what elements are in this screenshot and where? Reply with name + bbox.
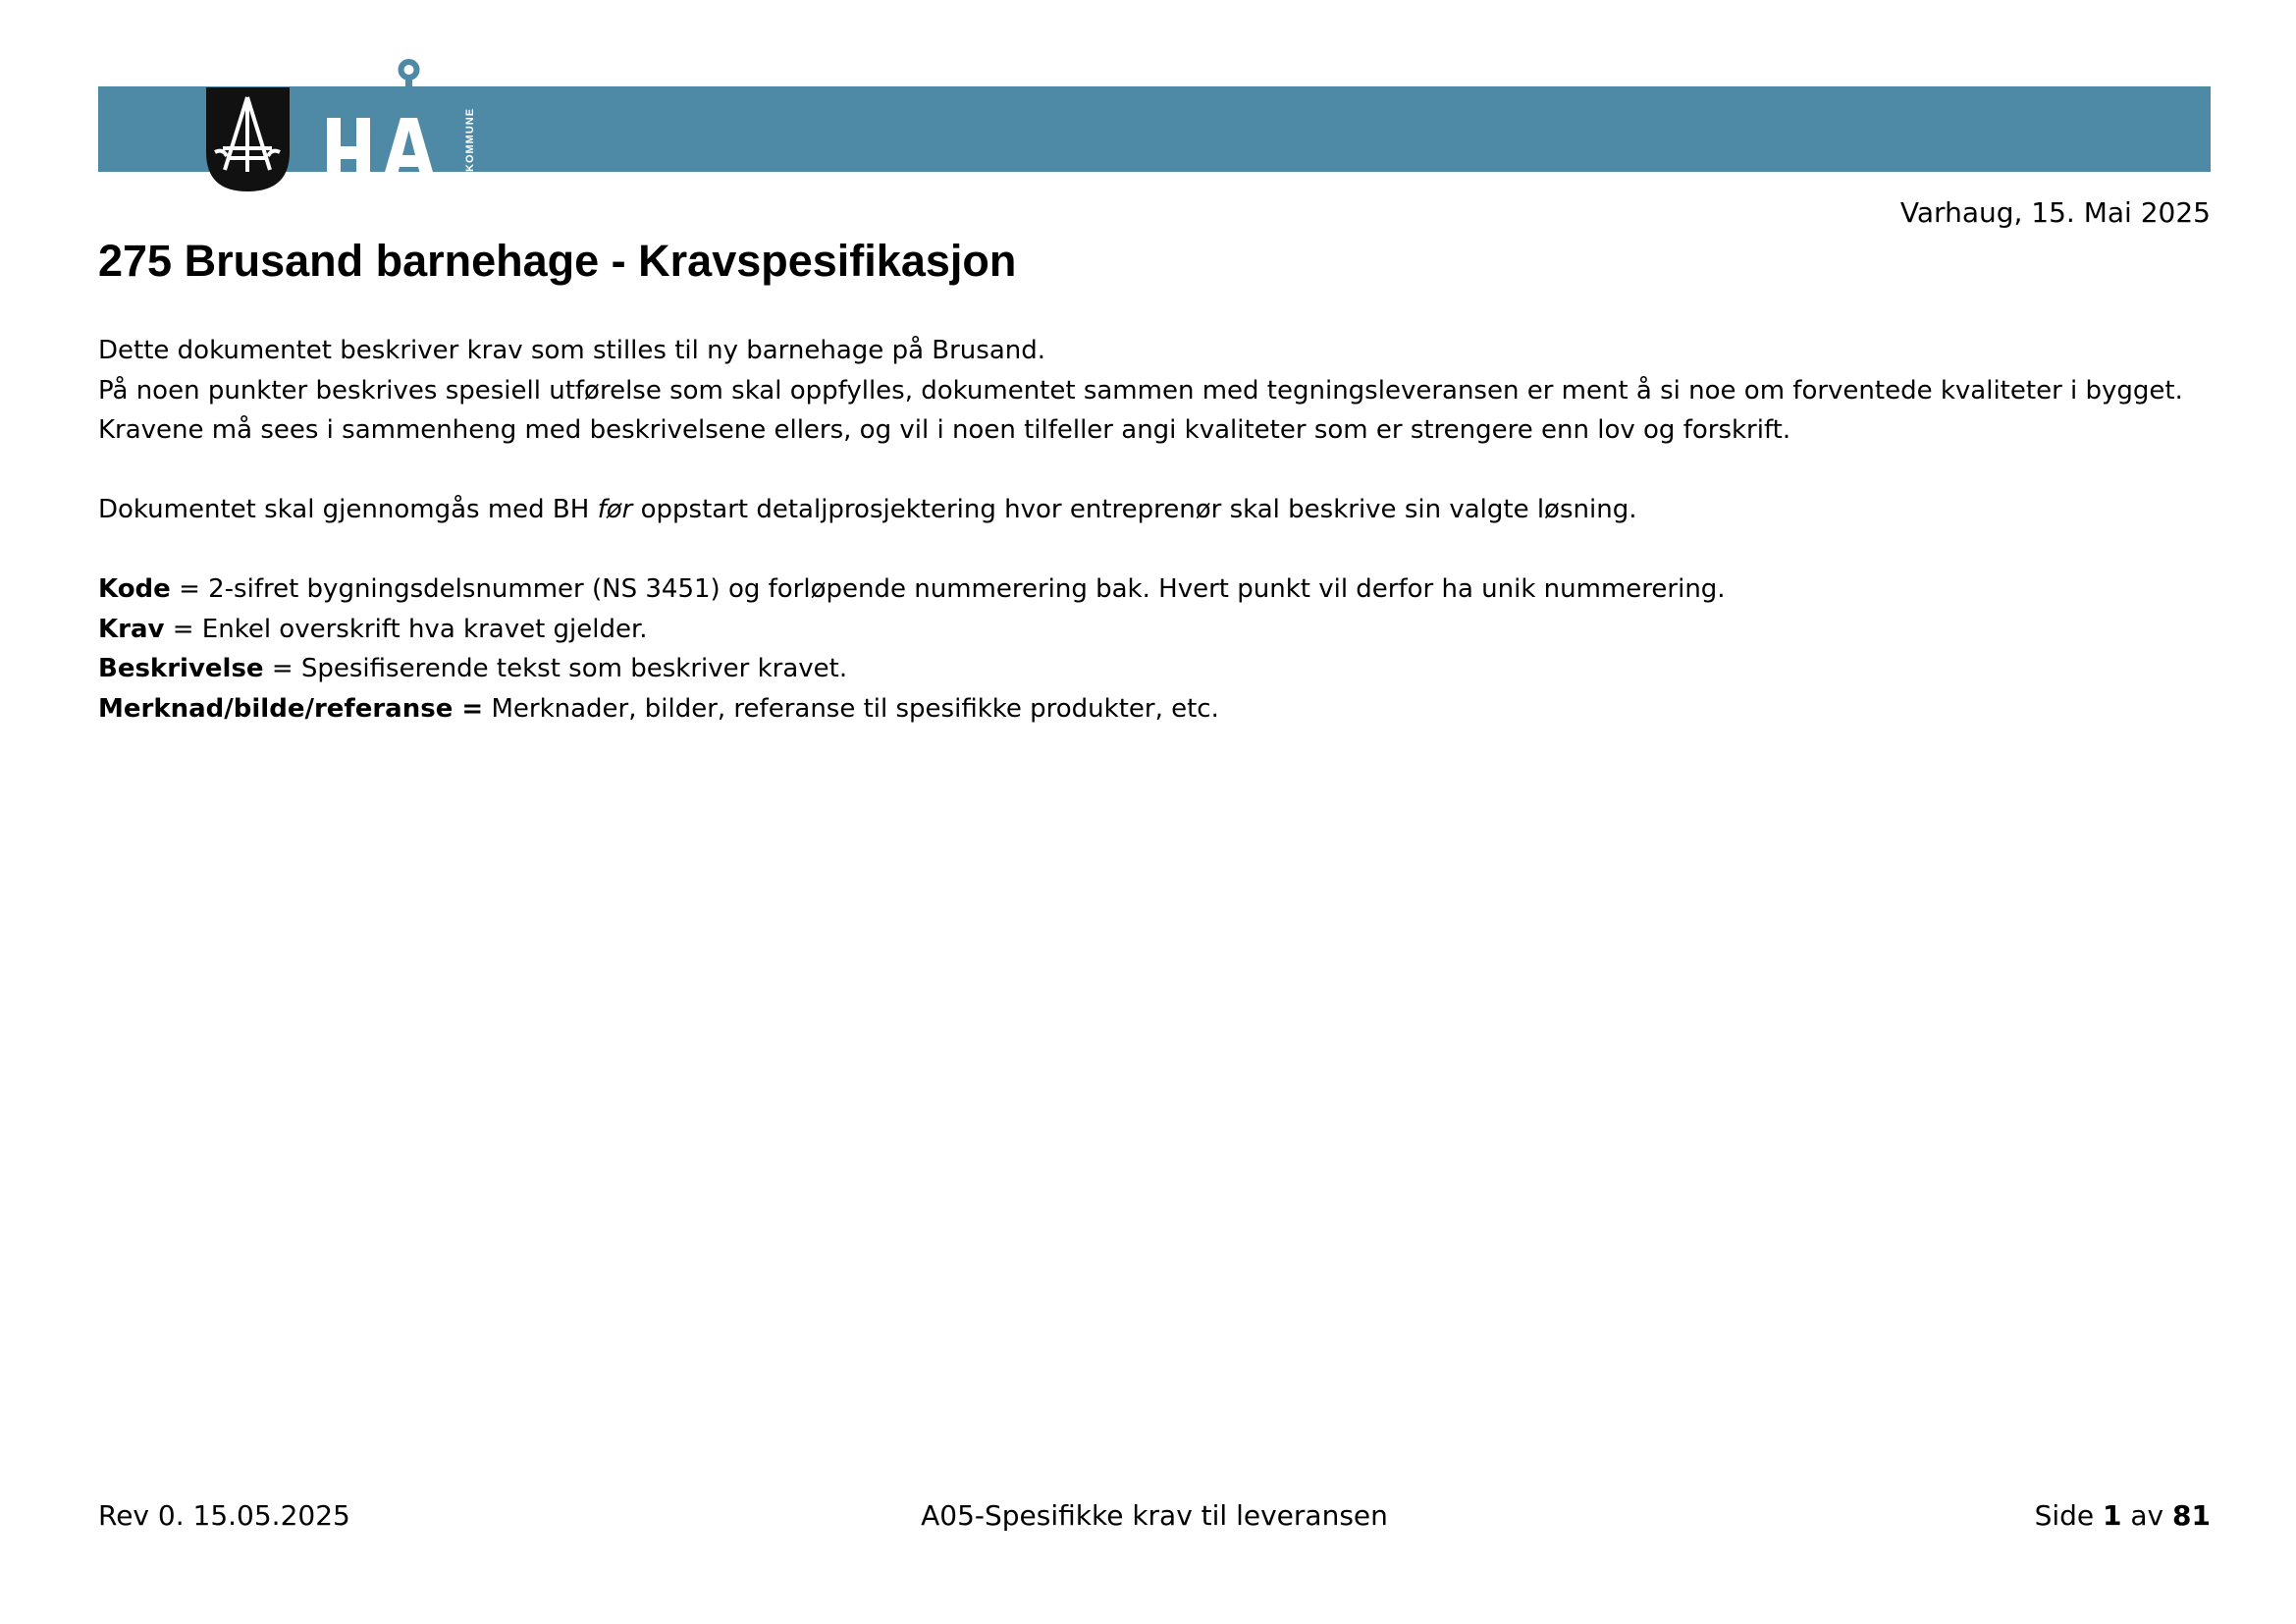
page-current: 1	[2103, 1499, 2122, 1532]
page-footer	[98, 1499, 2211, 1539]
definition-kode	[98, 569, 2209, 610]
page-prefix: Side	[2034, 1499, 2104, 1532]
definition-term: Beskrivelse	[98, 654, 264, 683]
page-title: 275 Brusand barnehage - Kravspesifikasjon	[98, 236, 1017, 286]
definition-text: = Spesifiserende tekst som beskriver kravet.	[263, 654, 848, 683]
intro-line-2: På noen punkter beskrives spesiell utførelse som skal oppfylles, dokumentet sammen med tegningsleveransen er ment å si noe om forventede kvaliteter i bygget.	[98, 375, 2183, 406]
definition-merknad	[98, 689, 2209, 730]
logo-lettering	[327, 118, 437, 186]
paragraph-spacer	[98, 530, 2209, 570]
footer-revision: Rev 0. 15.05.2025	[98, 1499, 350, 1532]
definition-term: Krav	[98, 614, 165, 644]
review-text-after: oppstart detaljprosjektering hvor entreprenør skal beskrive sin valgte løsning.	[632, 495, 1637, 524]
paragraph-spacer	[98, 451, 2209, 491]
definition-text: = 2-sifret bygningsdelsnummer (NS 3451) og forløpende nummerering bak. Hvert punkt vil derfor ha unik nummerering.	[170, 574, 1726, 604]
page-separator: av	[2121, 1499, 2173, 1532]
review-emphasis: før	[597, 495, 633, 524]
definition-beskrivelse	[98, 649, 2209, 689]
intro-line-3: Kravene må sees i sammenheng med beskrivelsene ellers, og vil i noen tilfeller angi kvaliteter som er strengere enn lov og forskrift.	[98, 415, 1791, 445]
definition-term: Merknad/bilde/referanse =	[98, 693, 484, 724]
logo-ring-icon	[401, 62, 417, 78]
review-line	[98, 490, 2209, 530]
document-date: Varhaug, 15. Mai 2025	[1899, 196, 2211, 229]
footer-page-number	[2035, 1499, 2211, 1532]
ha-kommune-logo	[201, 54, 486, 196]
review-text-before: Dokumentet skal gjennomgås med BH	[98, 495, 598, 524]
document-body	[98, 331, 2209, 729]
logo-subtext: KOMMUNE	[464, 107, 476, 172]
definition-term: Kode	[98, 574, 171, 604]
page-total: 81	[2172, 1499, 2211, 1532]
intro-line-1: Dette dokumentet beskriver krav som stilles til ny barnehage på Brusand.	[98, 336, 1045, 365]
definition-text: = Enkel overskrift hva kravet gjelder.	[164, 614, 648, 644]
definition-krav	[98, 610, 2209, 650]
definition-text: Merknader, bilder, referanse til spesifikke produkter, etc.	[483, 693, 1219, 724]
footer-document-name: A05-Spesifikke krav til leveransen	[921, 1499, 1388, 1532]
